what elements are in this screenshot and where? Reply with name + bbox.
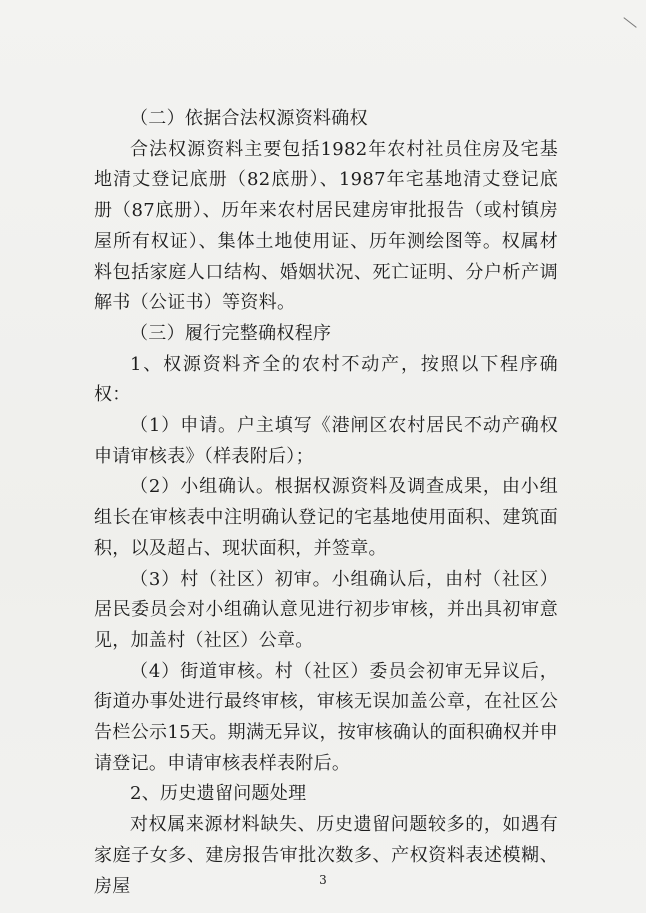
item-1: 1、权源资料齐全的农村不动产，按照以下程序确权：	[94, 353, 558, 406]
document-body	[94, 104, 558, 902]
item-2-body: 对权属来源材料缺失、历史遗留问题较多的，如遇有家庭子女多、建房报告审批次数多、产权资料表述模糊、房屋	[94, 814, 558, 897]
step-2: （2）小组确认。根据权源资料及调查成果，由小组组长在审核表中注明确认登记的宅基地使用面积、建筑面积，以及超占、现状面积，并签章。	[94, 476, 558, 559]
step-3: （3）村（社区）初审。小组确认后，由村（社区）居民委员会对小组确认意见进行初步审核，并出具初审意见，加盖村（社区）公章。	[94, 568, 558, 651]
scan-mark	[623, 17, 636, 28]
section-2-body: 合法权源资料主要包括1982年农村社员住房及宅基地清丈登记底册（82底册）、1987年宅基地清丈登记底册（87底册）、历年来农村居民建房审批报告（或村镇房屋所有权证）、集体土地使用证、历年测绘图等。权属材料包括家庭人口结构、婚姻状况、死亡证明、分户析产调解书（公证书）等资料。	[94, 138, 558, 314]
step-4: （4）街道审核。村（社区）委员会初审无异议后，街道办事处进行最终审核，审核无误加盖公章，在社区公告栏公示15天。期满无异议，按审核确认的面积确权并申请登记。申请审核表样表附后。	[94, 660, 558, 774]
section-3-heading: （三）履行完整确权程序	[130, 322, 332, 344]
section-2-heading: （二）依据合法权源资料确权	[130, 108, 368, 129]
item-2: 2、历史遗留问题处理	[130, 783, 307, 805]
page-number: 3	[319, 873, 327, 887]
step-1: （1）申请。户主填写《港闸区农村居民不动产确权申请审核表》（样表附后）；	[94, 415, 558, 467]
